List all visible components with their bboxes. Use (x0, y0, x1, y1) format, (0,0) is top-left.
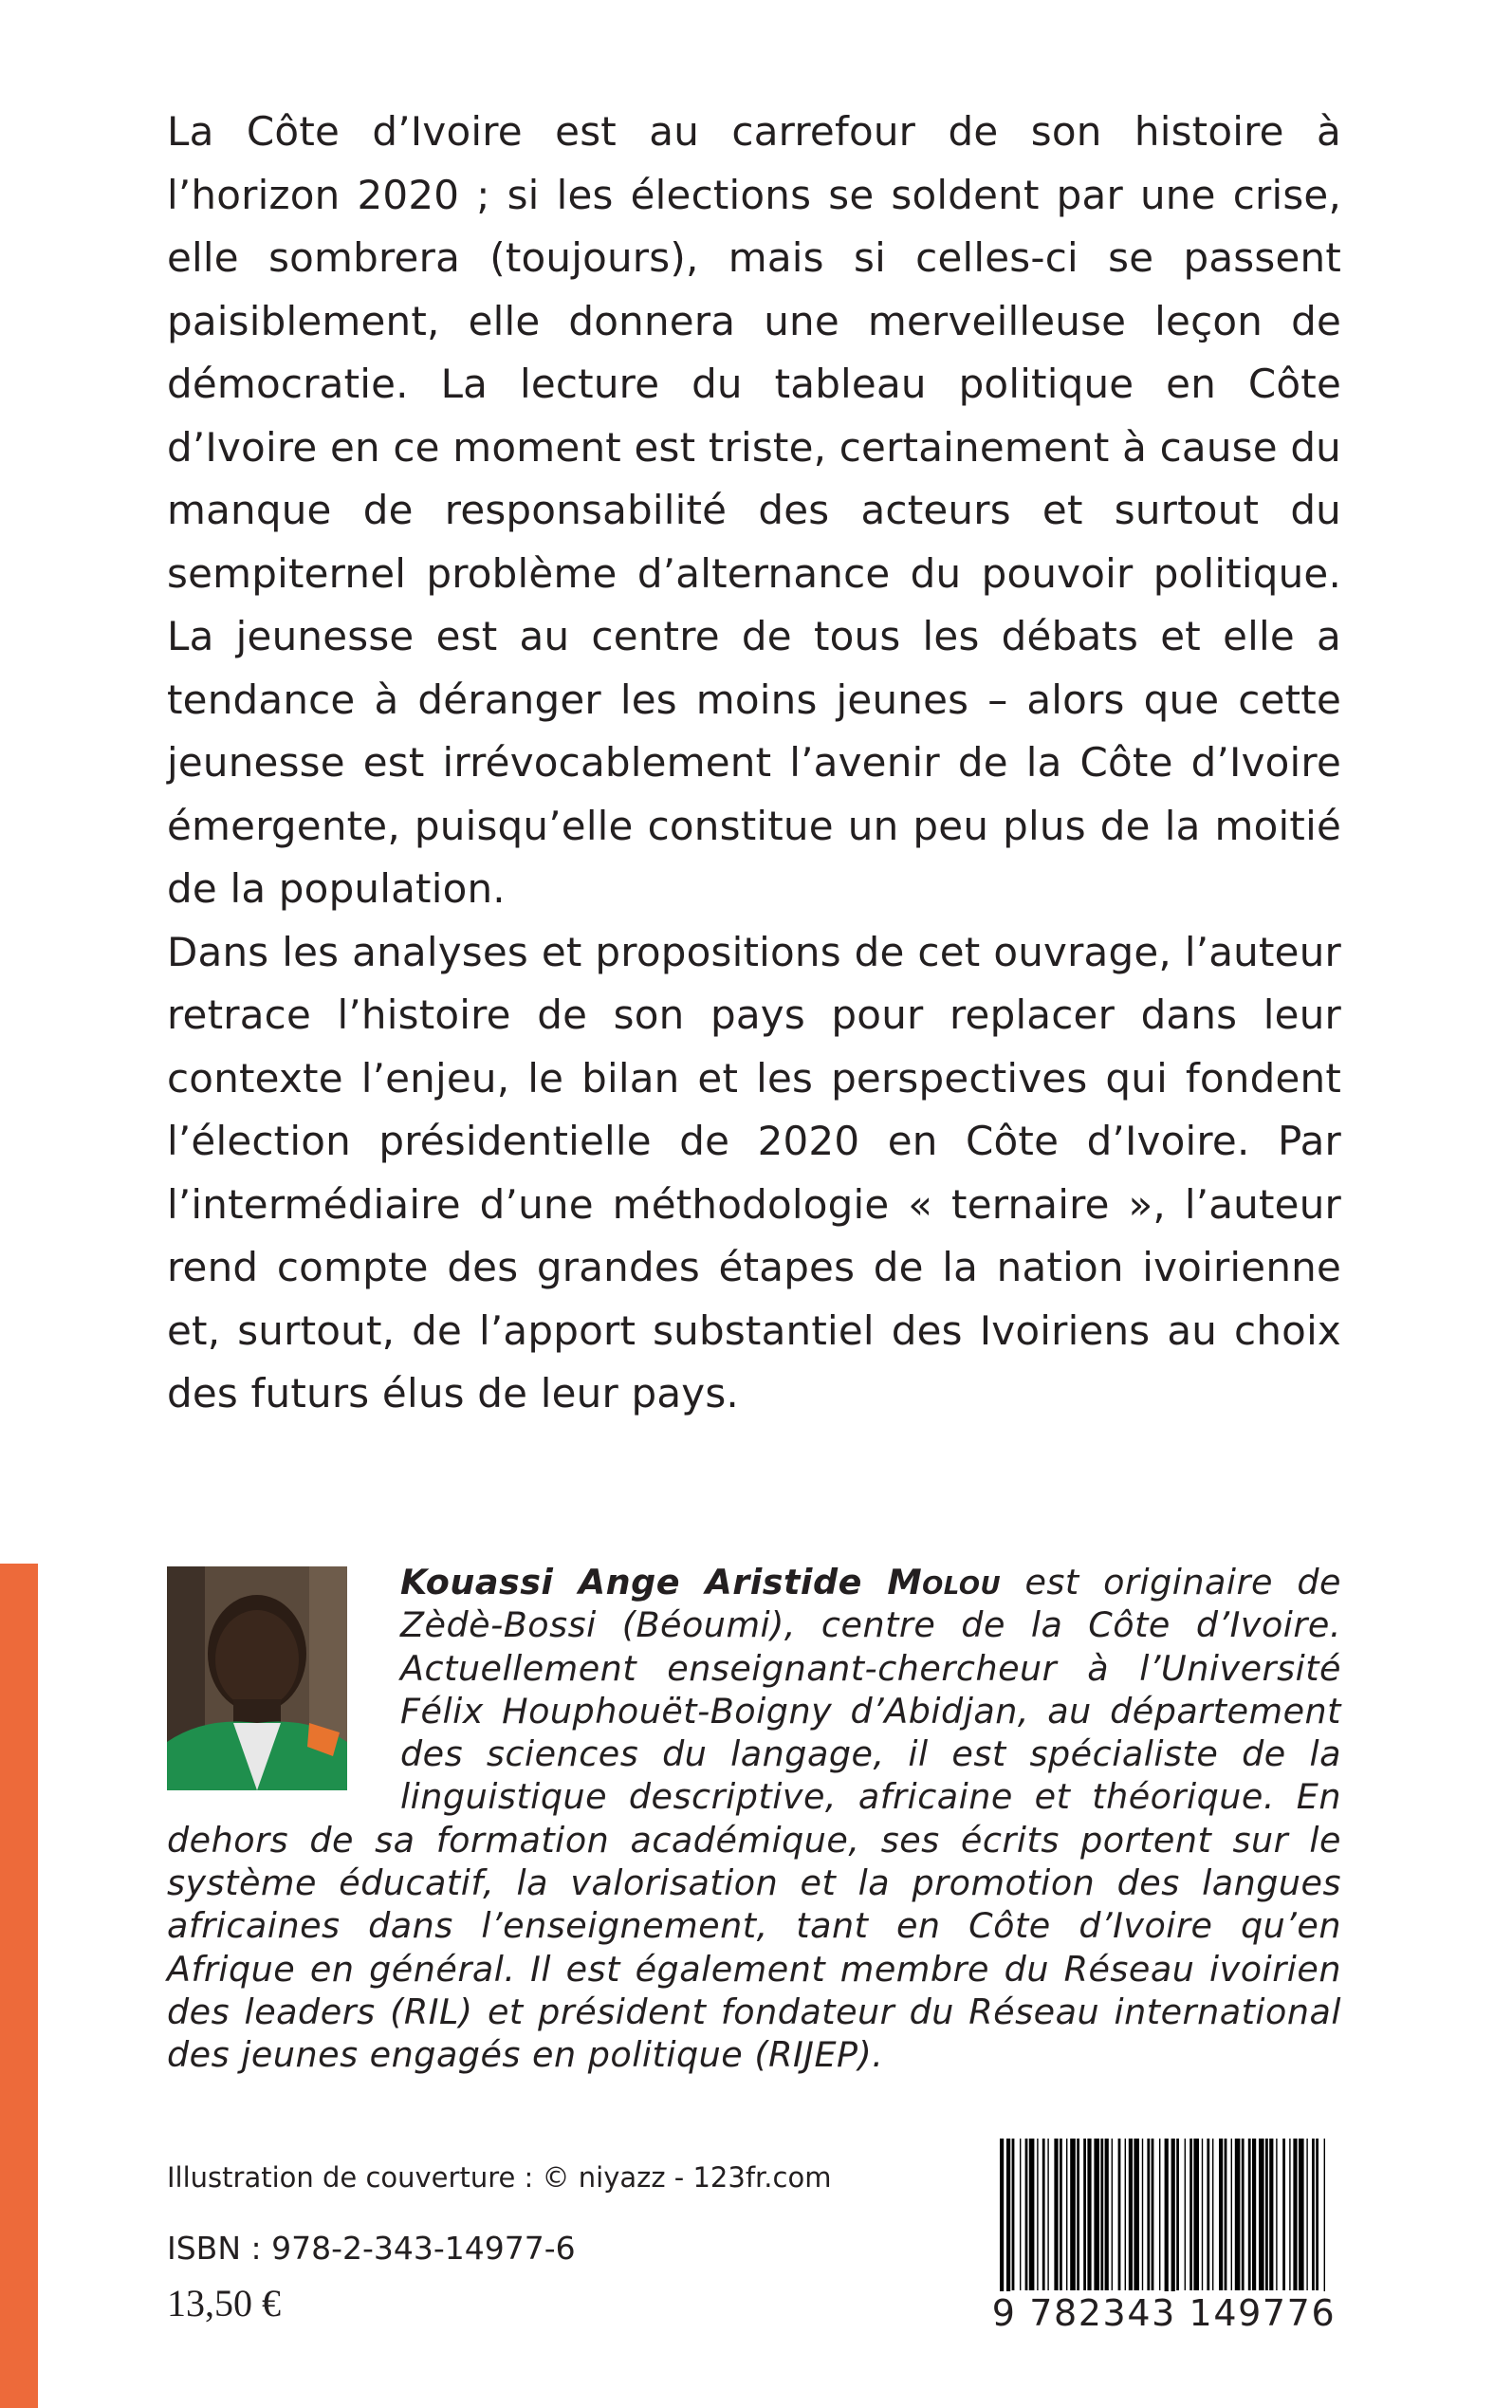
author-photo (167, 1566, 347, 1790)
barcode-bar (1134, 2139, 1139, 2290)
barcode-bar (1193, 2139, 1199, 2290)
barcode-bar (1202, 2139, 1203, 2290)
barcode-bar (1060, 2139, 1062, 2290)
barcode-bar (1207, 2139, 1209, 2290)
author-bio (167, 1561, 1341, 2077)
orange-side-bar (0, 1564, 38, 2408)
price: 13,50 € (167, 2282, 281, 2325)
author-last-name: Molou (887, 1562, 1002, 1602)
barcode-bar (1185, 2139, 1186, 2290)
barcode-bar (1020, 2139, 1021, 2290)
barcode (986, 2139, 1341, 2395)
barcode-bar (1242, 2139, 1245, 2290)
barcode-bar (1077, 2139, 1079, 2290)
barcode-bar (1083, 2139, 1086, 2290)
barcode-digits: 9 782343 149776 (986, 2291, 1341, 2335)
barcode-bar (1248, 2139, 1251, 2290)
barcode-bar (1037, 2139, 1038, 2290)
barcode-bar (1029, 2139, 1035, 2290)
barcode-bar (1129, 2139, 1133, 2290)
author-portrait-illustration (167, 1566, 347, 1790)
barcode-bar (1306, 2139, 1307, 2290)
barcode-bar (1289, 2139, 1290, 2290)
barcode-bar (1276, 2139, 1277, 2290)
barcode-bar (1070, 2139, 1076, 2290)
barcode-bar (1259, 2139, 1264, 2290)
barcode-bar (1212, 2139, 1213, 2290)
barcode-bar (1219, 2139, 1223, 2290)
barcode-bar (1112, 2139, 1113, 2290)
barcode-bar (1094, 2139, 1099, 2290)
author-bio-body: est originaire de Zèdè-Bossi (Béoumi), centre de la Côte d’Ivoire. Actuellement enseignant-chercheur à l’Université Félix Houphouët-Boigny d’Abidjan, au département des sciences du langage, il est spécialiste de la linguistique descriptive, africaine et théorique. En dehors de sa formation académique, ses écrits portent sur le système éducatif, la valorisation et la promotion des langues africaines dans l’enseignement, tant en Côte d’Ivoire qu’en Afrique en général. Il est également membre du Réseau ivoirien des leaders (RIL) et président fondateur du Réseau international des jeunes engagés en politique (RIJEP). (167, 1562, 1341, 2076)
barcode-bar (1269, 2139, 1273, 2290)
barcode-bar (1105, 2139, 1109, 2290)
barcode-bar (1159, 2139, 1160, 2290)
barcode-bar (1265, 2139, 1268, 2290)
barcode-bar (1066, 2139, 1067, 2290)
barcode-bar (1118, 2139, 1121, 2290)
barcode-bar (1312, 2139, 1315, 2290)
barcode-bar (1042, 2139, 1045, 2290)
author-name (400, 1562, 1001, 1602)
barcode-bar (1176, 2139, 1179, 2290)
barcode-bar (1047, 2139, 1048, 2290)
barcode-bar (1054, 2139, 1058, 2290)
isbn: ISBN : 978-2-343-14977-6 (167, 2230, 576, 2267)
barcode-bar (1125, 2139, 1126, 2290)
barcode-bar (1189, 2139, 1192, 2290)
barcode-bar (1100, 2139, 1103, 2290)
blurb-paragraph-2: Dans les analyses et propositions de cet ouvrage, l’auteur retrace l’histoire de son pays pour replacer dans leur contexte l’enjeu, le bilan et les perspectives qui fondent l’élection présidentielle de 2020 en Côte d’Ivoire. Par l’intermédiaire d’une méthodologie « ternaire », l’auteur rend compte des grandes étapes de la nation ivoirienne et, surtout, de l’apport substantiel des Ivoiriens au choix des futurs élus de leur pays. (167, 928, 1341, 1417)
blurb-paragraph-1: La Côte d’Ivoire est au carrefour de son histoire à l’horizon 2020 ; si les élections se soldent par une crise, elle sombrera (toujours), mais si celles-ci se passent paisiblement, elle donnera une merveilleuse leçon de démocratie. La lecture du tableau politique en Côte d’Ivoire en ce moment est triste, certainement à cause du manque de responsabilité des acteurs et surtout du sempiternel problème d’alternance du pouvoir politique. La jeunesse est au centre de tous les débats et elle a tendance à déranger les moins jeunes – alors que cette jeunesse est irrévocablement l’avenir de la Côte d’Ivoire émergente, puisqu’elle constitue un peu plus de la moitié de la population. (167, 108, 1341, 912)
barcode-bar (1235, 2139, 1241, 2290)
barcode-bar (1231, 2139, 1232, 2290)
barcode-bar (1293, 2139, 1297, 2290)
barcode-bar (1087, 2139, 1091, 2290)
barcode-bar (1299, 2139, 1304, 2290)
barcode-bar (1282, 2139, 1285, 2290)
barcode-bar (1152, 2139, 1154, 2290)
cover-credits: Illustration de couverture : © niyazz - 123fr.com (167, 2161, 832, 2194)
barcode-bar (1025, 2139, 1028, 2290)
barcode-bar (1316, 2139, 1318, 2290)
author-first-names: Kouassi Ange Aristide (400, 1562, 862, 1602)
barcode-bar (1142, 2139, 1143, 2290)
barcode-bar (1147, 2139, 1150, 2290)
barcode-bar (1012, 2139, 1015, 2290)
back-cover-blurb (167, 101, 1341, 1426)
barcode-bar (1225, 2139, 1227, 2290)
barcode-bar (1252, 2139, 1256, 2290)
